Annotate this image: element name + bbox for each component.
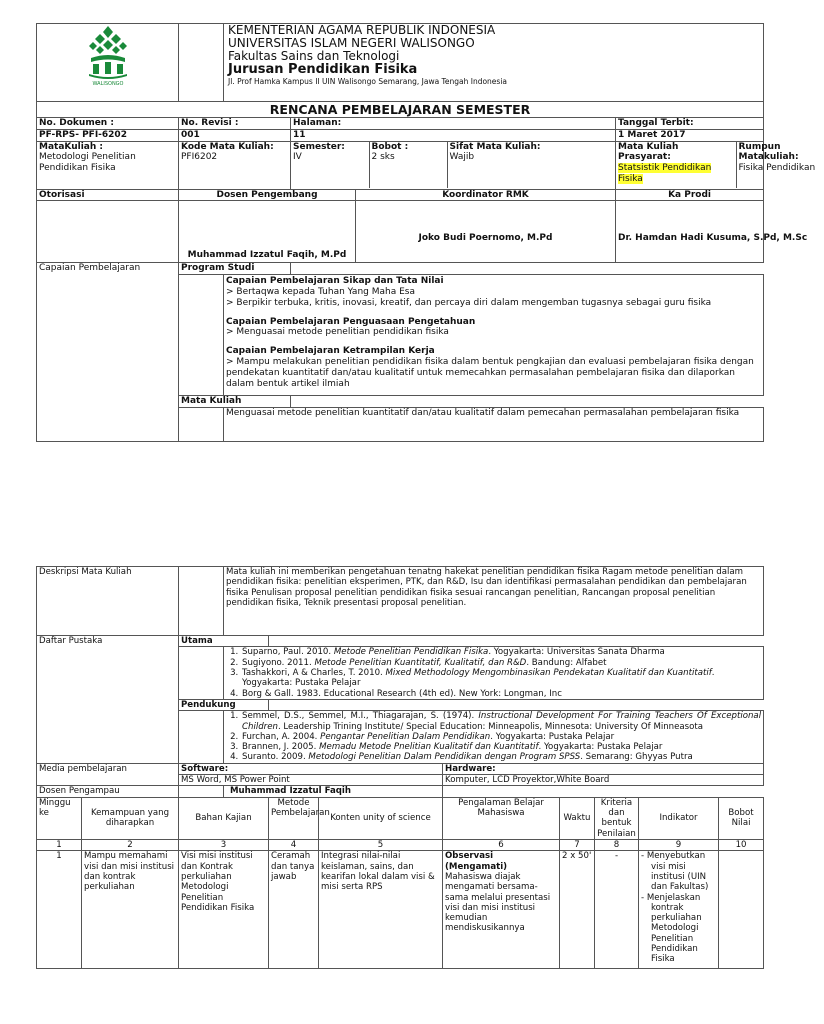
reference-publisher: . Bandung: Alfabet: [526, 657, 607, 668]
no-dokumen-label: No. Dokumen :: [37, 118, 179, 130]
sifat-label: Sifat Mata Kuliah:: [449, 141, 541, 152]
mata-kuliah-cp-label: Mata Kuliah: [179, 396, 291, 408]
kaprodi-label: Ka Prodi: [616, 189, 764, 201]
reference-title: Instructional Development For Training Teachers Of Exceptional Children: [242, 711, 762, 732]
halaman-label: Halaman:: [291, 118, 616, 130]
row-kemampuan: Mampu memahami visi dan misi institusi dan kontrak perkuliahan: [82, 851, 179, 969]
bobot-label: Bobot :: [371, 141, 409, 152]
software-label: Software:: [179, 763, 443, 774]
row-indikator: [639, 851, 719, 969]
media-label: Media pembelajaran: [37, 763, 179, 786]
kode-value: PFI6202: [181, 152, 218, 163]
mk-indent: [179, 408, 224, 442]
row-pengalaman: [443, 851, 560, 969]
mata-kuliah-label: MataKuliah :: [39, 141, 104, 152]
kaprodi-name: Dr. Hamdan Hadi Kusuma, S.Pd, M.Sc: [616, 201, 764, 263]
pengampu-spacer: [443, 786, 764, 797]
header-kemampuan: Kemampuan yang diharapkan: [82, 797, 179, 839]
reference-publisher: . Yogyakarta: Pustaka Pelajar: [242, 667, 715, 689]
reference-title: Pengantar Penelitian Dalam Pendidikan: [320, 731, 491, 742]
col-number-9: 9: [639, 839, 719, 850]
pendukung-indent: [179, 711, 224, 764]
course-code-cell: [179, 141, 291, 189]
col-number-2: 2: [82, 839, 179, 850]
header-minggu: Minggu ke: [37, 797, 82, 839]
header-metode: Metode Pembelajaran: [269, 797, 319, 839]
pendukung-label: Pendukung: [179, 699, 269, 710]
utama-reference-1: [241, 647, 761, 657]
sikap-item-2: > Berpikir terbuka, kritis, inovasi, kreatif, dan percaya diri dalam mengemban tugasnya sebagai guru fisika: [226, 297, 712, 308]
reference-title: Metode Penelitian Kuantitatif, Kualitatif, dan R&D: [314, 657, 527, 668]
reference-author: Borg & Gall. 1983. Educational Research (4th ed). New York: Longman, Inc: [242, 688, 562, 699]
semester-value: IV: [293, 152, 302, 163]
rps-page-top: [36, 23, 816, 442]
header-indikator: Indikator: [639, 797, 719, 839]
reference-title: Metodologi Penelitian Dalam Pendidikan dengan Program SPSS: [308, 752, 581, 763]
pengetahuan-item-1: > Menguasai metode penelitian pendidikan fisika: [226, 327, 449, 338]
faculty-name: Fakultas Sains dan Teknologi: [228, 49, 400, 63]
pendukung-list-cell: [224, 711, 764, 764]
row-konten: Integrasi nilai-nilai keislaman, sains, dan kearifan lokal dalam visi & misi serta RPS: [319, 851, 443, 969]
dosen-pengembang-label: Dosen Pengembang: [179, 189, 356, 201]
reference-author: Sugiyono. 2011.: [242, 657, 315, 668]
mk-spacer: [291, 396, 764, 408]
rumpun-value: Fisika Pendidikan: [738, 163, 816, 174]
dosen-pengembang-name: Muhammad Izzatul Faqih, M.Pd: [179, 201, 356, 263]
col-number-8: 8: [595, 839, 639, 850]
svg-text:WALISONGO: WALISONGO: [91, 81, 124, 87]
row-kriteria: -: [595, 851, 639, 969]
row-bobot: [719, 851, 764, 969]
reference-author: Semmel, D.S., Semmel, M.I., Thiagarajan, S. (1974).: [242, 711, 479, 722]
reference-publisher: . Leadership Trining Institute/ Special Education: Minneapolis, Minnesota: University Of Minneasota: [277, 721, 704, 732]
reference-publisher: . Yogyakarta: Pustaka Pelajar: [538, 742, 663, 753]
no-revisi-value: 001: [179, 129, 291, 141]
hardware-value: Komputer, LCD Proyektor,White Board: [443, 775, 764, 786]
reference-author: Suparno, Paul. 2010.: [242, 647, 334, 658]
row-metode: Ceramah dan tanya jawab: [269, 851, 319, 969]
tanggal-value: 1 Maret 2017: [616, 129, 764, 141]
software-value: MS Word, MS Power Point: [179, 775, 443, 786]
halaman-value: 11: [291, 129, 616, 141]
utama-reference-2: [241, 658, 761, 668]
pendukung-spacer: [269, 699, 764, 710]
hardware-label: Hardware:: [443, 763, 764, 774]
tanggal-label: Tanggal Terbit:: [616, 118, 764, 130]
utama-reference-4: [241, 689, 761, 699]
koordinator-name: Joko Budi Poernomo, M.Pd: [356, 201, 616, 263]
indikator-list: [641, 851, 716, 964]
otorisasi-label: Otorisasi: [37, 189, 179, 201]
row-pengalaman-title: Observasi (Mengamati): [445, 851, 508, 872]
col-number-4: 4: [269, 839, 319, 850]
pendukung-reference-3: [241, 742, 761, 752]
reference-author: Furchan, A. 2004.: [242, 731, 321, 742]
program-studi-content: [224, 275, 764, 396]
reference-author: Brannen, J. 2005.: [242, 742, 320, 753]
rps-page-bottom: [36, 566, 763, 969]
department-name: Jurusan Pendidikan Fisika: [228, 62, 418, 77]
koordinator-label: Koordinator RMK: [356, 189, 616, 201]
prasyarat-value: Statsistik Pendidikan Fisika: [618, 163, 712, 184]
reference-publisher: . Yogyakarta: Universitas Sanata Dharma: [488, 647, 665, 658]
utama-indent: [179, 647, 224, 700]
pengampu-name: Muhammad Izzatul Faqih: [224, 786, 443, 797]
prodi-spacer: [291, 263, 764, 275]
pendukung-reference-4: [241, 752, 761, 762]
document-title: RENCANA PEMBELAJARAN SEMESTER: [37, 102, 764, 118]
header-konten-text: Konten unity of science: [330, 813, 431, 824]
pendukung-reference-1: [241, 711, 761, 732]
indikator-item-2: - Menjelaskan kontrak perkuliahan Metodologi Penelitian Pendidikan Fisika: [641, 892, 702, 965]
header-waktu: Waktu: [560, 797, 595, 839]
logo-cell: [37, 24, 179, 102]
deskripsi-indent: [179, 567, 224, 636]
capaian-indent: [179, 275, 224, 396]
header-spacer-cell: [179, 24, 224, 102]
mata-kuliah-value: Metodologi Penelitian Pendidikan Fisika: [39, 152, 136, 174]
rps-detail-table: [36, 566, 764, 969]
no-dokumen-value: PF-RPS- PFI-6202: [37, 129, 179, 141]
utama-reference-3: [241, 668, 761, 689]
pendukung-reference-2: [241, 732, 761, 742]
col-number-6: 6: [443, 839, 560, 850]
uin-walisongo-logo: [83, 24, 133, 86]
col-number-1: 1: [37, 839, 82, 850]
no-revisi-label: No. Revisi :: [179, 118, 291, 130]
utama-list-cell: [224, 647, 764, 700]
header-pengalaman: Pengalaman Belajar Mahasiswa: [443, 797, 560, 839]
university-name: UNIVERSITAS ISLAM NEGERI WALISONGO: [228, 36, 475, 50]
utama-spacer: [269, 636, 764, 647]
header-kriteria: Kriteria dan bentuk Penilaian: [595, 797, 639, 839]
sifat-value: Wajib: [449, 152, 475, 163]
pengampu-indent: [179, 786, 224, 797]
institution-address: Jl. Prof Hamka Kampus II UIN Walisongo Semarang, Jawa Tengah Indonesia: [228, 77, 507, 86]
course-name-cell: [37, 141, 179, 189]
reference-author: Suranto. 2009.: [242, 752, 309, 763]
rps-header-table: [36, 23, 816, 442]
header-bahan-kajian: Bahan Kajian: [179, 797, 269, 839]
prasyarat-rumpun-cell: [616, 141, 816, 189]
capaian-label: Capaian Pembelajaran: [37, 263, 179, 442]
col-number-3: 3: [179, 839, 269, 850]
pengampu-label: Dosen Pengampau: [37, 786, 179, 797]
reference-publisher: . Semarang: Ghyyas Putra: [580, 752, 693, 763]
bobot-value: 2 sks: [371, 152, 395, 163]
deskripsi-label: Deskripsi Mata Kuliah: [37, 567, 179, 636]
indikator-item-1: - Menyebutkan visi misi institusi (UIN dan Fakultas): [641, 851, 709, 893]
reference-title: Mixed Methodology Mengombinasikan Pendekatan Kualitatif dan Kuantitatif: [385, 667, 712, 678]
rumpun-label: Rumpun Matakuliah:: [738, 141, 799, 163]
table-row: [37, 851, 764, 969]
ministry-name: KEMENTERIAN AGAMA REPUBLIK INDONESIA: [228, 23, 496, 37]
utama-list: [226, 647, 761, 699]
utama-label: Utama: [179, 636, 269, 647]
header-konten: [319, 797, 443, 839]
deskripsi-text: Mata kuliah ini memberikan pengetahuan tenatng hakekat penelitian pendidikan fisika Ragam metode penelitian dalam pendidikan fisika: penelitian eksperimen, PTK, dan R&D, Isu dan identifikasi permasalahan pendidikan dan pembelajaran fisika Penulisan proposal penelitian pendidikan fisika sesuai rancangan penelitian, Rancangan proposal penelitian pendidikan fisika, Teknik presentasi proposal penelitian.: [224, 567, 764, 636]
header-bobot: Bobot Nilai: [719, 797, 764, 839]
pengetahuan-title: Capaian Pembelajaran Penguasaan Pengetahuan: [226, 316, 476, 327]
reference-publisher: . Yogyakarta: Pustaka Pelajar: [490, 731, 615, 742]
col-number-7: 7: [560, 839, 595, 850]
pendukung-list: [226, 711, 761, 763]
otorisasi-empty: [37, 201, 179, 263]
sikap-item-1: > Bertaqwa kepada Tuhan Yang Maha Esa: [226, 286, 415, 297]
semester-label: Semester:: [293, 141, 345, 152]
keterampilan-title: Capaian Pembelajaran Ketrampilan Kerja: [226, 346, 435, 357]
keterampilan-item-1: > Mampu melakukan penelitian pendidikan fisika dalam bentuk pengkajian dan evaluasi pembelajaran fisika dengan pendekatan kuantitatif dan/atau kualitatif untuk memecahkan permasalahan pembelajaran fisika dan dilaporkan dalam bentuk artikel ilmiah: [226, 356, 754, 389]
row-week: 1: [37, 851, 82, 969]
col-number-10: 10: [719, 839, 764, 850]
reference-title: Memadu Metode Pnelitian Kualitatif dan Kuantitatif: [319, 742, 539, 753]
reference-title: Metode Penelitian Pendidikan Fisika: [333, 647, 489, 658]
kode-label: Kode Mata Kuliah:: [181, 141, 274, 152]
course-details-cell: [291, 141, 616, 189]
mata-kuliah-cp-text: Menguasai metode penelitian kuantitatif dan/atau kualitatif dalam pemecahan permasalahan pembelajaran fisika: [224, 408, 764, 442]
col-number-5: 5: [319, 839, 443, 850]
row-pengalaman-text: Mahasiswa diajak mengamati bersama-sama melalui presentasi visi dan misi institusi kemudian mendiskusikannya: [445, 871, 551, 934]
row-bahan: Visi misi institusi dan Kontrak perkuliahan Metodologi Penelitian Pendidikan Fisika: [179, 851, 269, 969]
pustaka-label: Daftar Pustaka: [37, 636, 179, 764]
institution-header: [224, 24, 764, 102]
program-studi-label: Program Studi: [179, 263, 291, 275]
row-waktu: 2 x 50': [560, 851, 595, 969]
reference-author: Tashakkori, A & Charles, T. 2010.: [242, 667, 386, 678]
sikap-title: Capaian Pembelajaran Sikap dan Tata Nilai: [226, 276, 444, 287]
prasyarat-label: Mata Kuliah Prasyarat:: [618, 141, 679, 163]
